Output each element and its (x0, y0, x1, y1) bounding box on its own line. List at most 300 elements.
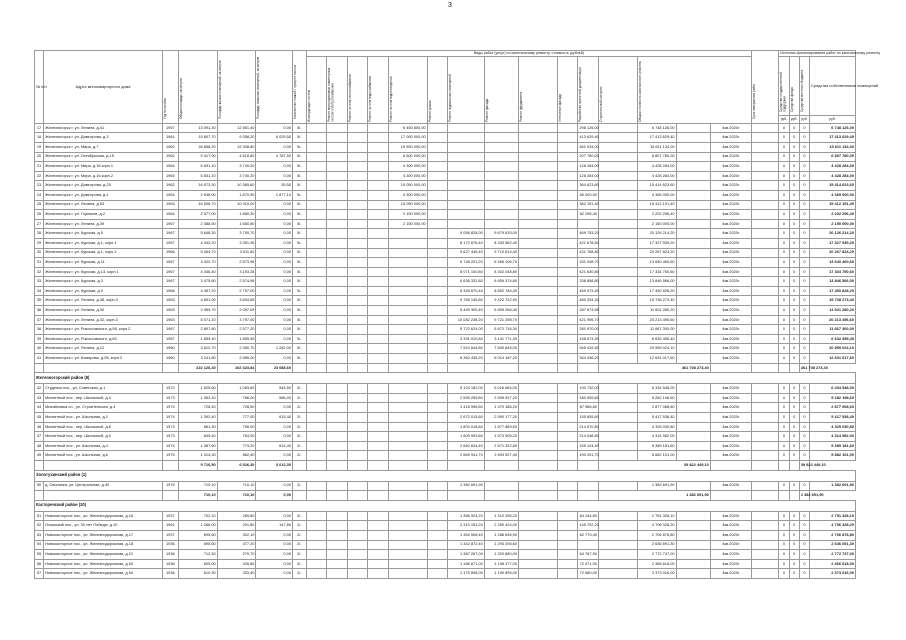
empty-cell (427, 286, 448, 296)
empty-cell (598, 511, 637, 521)
empty-cell (751, 123, 778, 133)
empty-cell (676, 511, 710, 521)
row-year: 1963 (162, 315, 178, 325)
total-cost: 461 708 273,40 (598, 363, 710, 373)
empty-cell (676, 521, 710, 531)
row-src-owners: 20 126 214,20 (810, 229, 856, 239)
table-row (35, 521, 856, 531)
empty-cell (427, 540, 448, 550)
empty-cell (347, 559, 368, 569)
empty-cell (751, 550, 778, 560)
empty-cell (368, 133, 389, 143)
empty-cell (306, 219, 327, 229)
row-src-state: 0 (779, 393, 789, 403)
empty-cell (347, 325, 368, 335)
empty-cell (327, 248, 348, 258)
row-living-area: 1 660,80 (217, 219, 256, 229)
row-src-fund: 0 (789, 162, 799, 172)
row-src-owners: 5 417 538,40 (810, 413, 856, 423)
empty-cell (327, 569, 348, 579)
row-src-owners: 11 601 280,20 (810, 306, 856, 316)
empty-cell (388, 460, 427, 470)
row-src-fund: 0 (789, 142, 799, 152)
row-nonliving-area: 0,00 (256, 219, 293, 229)
table-row (35, 152, 856, 162)
empty-cell (519, 432, 558, 442)
empty-cell (676, 258, 710, 268)
table-row (35, 133, 856, 143)
row-src-state: 0 (779, 258, 789, 268)
row-facade-cost: 9 056 828,00 (448, 229, 485, 239)
row-address: Железногорск г, ул. Курская, д.1, корп.2 (44, 248, 163, 258)
row-total-area: 2 989,70 (178, 306, 217, 316)
table-row (35, 511, 856, 521)
empty-cell (557, 550, 578, 560)
empty-cell (427, 219, 448, 229)
row-roof-cost (388, 258, 427, 268)
empty-cell (327, 491, 348, 501)
row-src-owners: 17 327 939,20 (810, 238, 856, 248)
row-number: 26 (35, 210, 44, 220)
row-total-cost: 4 314 982,00 (637, 432, 676, 442)
empty-cell (327, 511, 348, 521)
row-total-cost: 17 334 750,60 (637, 267, 676, 277)
empty-cell (44, 460, 163, 470)
row-floors: 5/- (293, 248, 307, 258)
row-address: Железногорск г, ул. Ленина, д.53 (44, 200, 163, 210)
row-facade-cost: 5 449 300,40 (448, 306, 485, 316)
row-design-cost: 421 768,80 (578, 248, 599, 258)
row-src-owners: 2 636 691,30 (810, 540, 856, 550)
empty-cell (306, 432, 327, 442)
row-src-state: 0 (779, 162, 789, 172)
empty-cell (557, 422, 578, 432)
unit-rub: руб. (789, 116, 799, 124)
row-address: Железногорск г, ул. Димитрова, д.1 (44, 190, 163, 200)
table-row (35, 540, 856, 550)
row-living-area: 4 618,80 (217, 152, 256, 162)
empty-cell (676, 286, 710, 296)
row-src-owners: 5 282 198,60 (810, 393, 856, 403)
row-facade-insulation-cost: 5 672 716,30 (484, 325, 518, 335)
empty-cell (676, 181, 710, 191)
empty-cell (427, 142, 448, 152)
row-src-local: 0 (799, 152, 809, 162)
header-term: Срок завершения работ (751, 83, 756, 119)
row-design-cost: 281 970,00 (578, 325, 599, 335)
empty-cell (751, 152, 778, 162)
row-design-cost: 421 678,60 (578, 238, 599, 248)
row-floors: 5/- (293, 171, 307, 181)
empty-cell (519, 569, 558, 579)
row-year: 1963 (162, 306, 178, 316)
empty-cell (306, 248, 327, 258)
unit-rub: руб. (810, 116, 856, 124)
row-number: 49 (35, 451, 44, 461)
row-year: 1957 (162, 123, 178, 133)
row-nonliving-area: 0,00 (256, 451, 293, 461)
row-term: 4кв.2020г (710, 550, 751, 560)
row-total-area: 2 807,80 (178, 325, 217, 335)
empty-cell (519, 315, 558, 325)
page-number: 3 (448, 2, 452, 9)
row-design-cost: 480 334,30 (578, 296, 599, 306)
empty-cell (427, 393, 448, 403)
row-src-owners: 20 213 496,60 (810, 315, 856, 325)
empty-cell (519, 393, 558, 403)
empty-cell (347, 133, 368, 143)
row-src-local: 0 (799, 133, 809, 143)
empty-cell (751, 384, 778, 394)
empty-cell (347, 296, 368, 306)
empty-cell (676, 432, 710, 442)
empty-cell (427, 354, 448, 364)
row-living-area: 764,00 (217, 432, 256, 442)
row-number: 32 (35, 267, 44, 277)
row-src-owners: 2 150 000,00 (810, 219, 856, 229)
row-src-owners: 20 267 824,20 (810, 248, 856, 258)
empty-cell (751, 393, 778, 403)
row-total-cost: 4 365 000,00 (637, 190, 676, 200)
row-src-local: 0 (799, 200, 809, 210)
row-src-fund: 0 (789, 306, 799, 316)
row-facade-insulation-cost (484, 190, 518, 200)
row-total-cost: 1 382 691,90 (637, 481, 676, 491)
row-year: 1967 (162, 219, 178, 229)
empty-cell (557, 238, 578, 248)
empty-cell (306, 210, 327, 220)
empty-cell (347, 530, 368, 540)
row-floors: 5/- (293, 162, 307, 172)
row-src-local: 0 (799, 441, 809, 451)
row-total-cost: 17 327 939,20 (637, 238, 676, 248)
empty-cell (427, 181, 448, 191)
row-total-cost: 5 882 101,00 (637, 451, 676, 461)
header-src-local: Средства местного бюджета (799, 69, 804, 112)
empty-cell (327, 162, 348, 172)
empty-cell (751, 296, 778, 306)
row-roof-cost: 15 050 000,00 (388, 200, 427, 210)
empty-cell (676, 267, 710, 277)
empty-cell (427, 344, 448, 354)
empty-cell (751, 315, 778, 325)
row-address: Железногорск г, ул. Ленина, д.41 (44, 123, 163, 133)
empty-cell (327, 521, 348, 531)
row-roof-cost: 4 300 000,00 (388, 162, 427, 172)
row-total-cost: 6 334 548,00 (637, 384, 676, 394)
row-nonliving-area: 0,00 (256, 200, 293, 210)
row-facade-cost: 1 354 508,40 (448, 530, 485, 540)
row-src-state: 0 (779, 286, 789, 296)
row-total-cost: 2 150 000,00 (637, 219, 676, 229)
empty-cell (327, 363, 348, 373)
empty-cell (557, 229, 578, 239)
empty-cell (751, 238, 778, 248)
row-total-cost: 6 748 126,00 (637, 123, 676, 133)
row-roof-cost (388, 334, 427, 344)
row-living-area: 796,00 (217, 422, 256, 432)
row-design-cost: 207 780,00 (578, 152, 599, 162)
empty-cell (519, 200, 558, 210)
row-design-cost: 945 419,40 (578, 344, 599, 354)
empty-cell (557, 190, 578, 200)
empty-cell (519, 181, 558, 191)
header-col-b: Ремонт внутридомовых инженерных систем электроснабжения (327, 67, 335, 122)
row-year: 1974 (162, 413, 178, 423)
empty-cell (368, 306, 389, 316)
row-number: 19 (35, 142, 44, 152)
row-facade-cost (448, 142, 485, 152)
empty-cell (751, 569, 778, 579)
row-src-state: 0 (779, 550, 789, 560)
row-facade-cost: 5 124 182,00 (448, 384, 485, 394)
empty-cell (306, 354, 327, 364)
empty-cell (751, 432, 778, 442)
row-facade-insulation-cost: 5 805 266,40 (484, 306, 518, 316)
empty-cell (598, 530, 637, 540)
empty-cell (598, 393, 637, 403)
total-owners: 1 382 691,90 (799, 491, 809, 501)
empty-cell (751, 511, 778, 521)
row-number: 39 (35, 334, 44, 344)
row-facade-insulation-cost (484, 200, 518, 210)
table-row (35, 334, 856, 344)
empty-cell (557, 152, 578, 162)
row-term: 4кв.2020г (710, 258, 751, 268)
row-facade-insulation-cost (484, 210, 518, 220)
empty-cell (598, 238, 637, 248)
row-term: 4кв.2020г (710, 521, 751, 531)
row-number: 36 (35, 306, 44, 316)
row-total-cost: 4 428 284,00 (637, 162, 676, 172)
empty-cell (368, 181, 389, 191)
row-year: 1967 (162, 325, 178, 335)
empty-cell (789, 491, 799, 501)
row-nonliving-area: 0,00 (256, 511, 293, 521)
row-number: 25 (35, 200, 44, 210)
empty-cell (368, 481, 389, 491)
row-total-area: 5 064,70 (178, 248, 217, 258)
empty-cell (676, 354, 710, 364)
row-term: 4кв.2020г (710, 286, 751, 296)
total-cost: 39 822 449,10 (598, 460, 710, 470)
row-design-cost: 145 702,20 (578, 521, 599, 531)
empty-cell (448, 460, 485, 470)
empty-cell (676, 123, 710, 133)
empty-cell (347, 229, 368, 239)
row-src-owners: 15 414 623,60 (810, 181, 856, 191)
row-facade-insulation-cost: 5 016 664,00 (484, 384, 518, 394)
row-floors: 2/- (293, 530, 307, 540)
empty-cell (347, 248, 368, 258)
empty-cell (751, 363, 778, 373)
empty-cell (676, 441, 710, 451)
empty-cell (557, 267, 578, 277)
empty-cell (598, 384, 637, 394)
empty-cell (368, 393, 389, 403)
empty-cell (519, 334, 558, 344)
row-total-cost: 6 807 780,00 (637, 152, 676, 162)
empty-cell (368, 334, 389, 344)
row-living-area: 2 573,96 (217, 258, 256, 268)
row-total-area: 4 342,20 (178, 238, 217, 248)
empty-cell (557, 530, 578, 540)
empty-cell (789, 363, 799, 373)
row-src-owners: 4 314 982,00 (810, 432, 856, 442)
row-src-owners: 6 748 126,00 (810, 123, 856, 133)
row-src-owners: 17 413 629,40 (810, 133, 856, 143)
empty-cell (676, 384, 710, 394)
empty-cell (598, 181, 637, 191)
row-number: 22 (35, 171, 44, 181)
empty-cell (427, 559, 448, 569)
empty-cell (368, 569, 389, 579)
row-total-cost: 12 631 017,60 (637, 354, 676, 364)
row-facade-cost (448, 133, 485, 143)
row-nonliving-area: 0,00 (256, 559, 293, 569)
empty-cell (676, 403, 710, 413)
empty-cell (427, 152, 448, 162)
row-src-local: 0 (799, 210, 809, 220)
empty-cell (347, 432, 368, 442)
empty-cell (598, 540, 637, 550)
row-src-local: 0 (799, 286, 809, 296)
empty-cell (368, 248, 389, 258)
empty-cell (306, 238, 327, 248)
empty-cell (306, 190, 327, 200)
row-src-fund: 0 (789, 200, 799, 210)
row-total-cost: 4 325 030,80 (637, 422, 676, 432)
row-term: 4кв.2020г (710, 559, 751, 569)
row-total-area: 3 612,70 (178, 344, 217, 354)
row-src-owners: 17 334 750,60 (810, 267, 856, 277)
empty-cell (327, 540, 348, 550)
row-address: д. Свопянка, ул. Центральная, д.40 (44, 481, 163, 491)
row-year: 1936 (162, 540, 178, 550)
empty-cell (676, 162, 710, 172)
row-address: Новокасторное пос., ул. Железнодорожная, д.52 (44, 559, 163, 569)
empty-cell (676, 200, 710, 210)
row-roof-cost (388, 451, 427, 461)
empty-cell (751, 441, 778, 451)
row-src-owners: 6 807 780,00 (810, 152, 856, 162)
empty-cell (347, 384, 368, 394)
empty-cell (557, 142, 578, 152)
row-address: Новокасторное пос., ул. Железнодорожная, д.17 (44, 530, 163, 540)
empty-cell (519, 248, 558, 258)
row-src-owners: 2 706 878,80 (810, 530, 856, 540)
row-src-owners: 2 373 016,00 (810, 569, 856, 579)
row-src-local: 0 (799, 258, 809, 268)
row-living-area: 3 740,20 (217, 171, 256, 181)
row-facade-insulation-cost: 1 370 186,20 (484, 403, 518, 413)
row-src-fund: 0 (789, 296, 799, 306)
empty-cell (347, 540, 368, 550)
empty-cell (327, 422, 348, 432)
empty-cell (557, 354, 578, 364)
empty-cell (306, 384, 327, 394)
row-nonliving-area: 35,50 (256, 181, 293, 191)
empty-cell (327, 559, 348, 569)
empty-cell (306, 550, 327, 560)
row-src-fund: 0 (789, 451, 799, 461)
empty-cell (368, 162, 389, 172)
row-address: Железногорск г, ул. Курская, д.13, корп.1 (44, 267, 163, 277)
empty-cell (598, 315, 637, 325)
row-number: 50 (35, 481, 44, 491)
empty-cell (44, 491, 163, 501)
row-roof-cost (388, 441, 427, 451)
empty-cell (427, 413, 448, 423)
row-floors: 2/- (293, 521, 307, 531)
row-total-area: 1 392,40 (178, 413, 217, 423)
row-living-area: 2 585,00 (217, 354, 256, 364)
empty-cell (306, 200, 327, 210)
row-src-fund: 0 (789, 334, 799, 344)
row-roof-cost (388, 422, 427, 432)
row-facade-insulation-cost: 6 565 106,70 (484, 258, 518, 268)
row-src-local: 0 (799, 229, 809, 239)
row-floors: 2/- (293, 540, 307, 550)
empty-cell (368, 171, 389, 181)
empty-cell (598, 258, 637, 268)
row-src-local: 0 (799, 248, 809, 258)
empty-cell (676, 152, 710, 162)
row-living-area: 3 834,65 (217, 296, 256, 306)
empty-cell (347, 171, 368, 181)
row-total-area: 1 352,40 (178, 393, 217, 403)
row-living-area: 269,80 (217, 511, 256, 521)
row-design-cost: 461 034,00 (578, 142, 599, 152)
table-row (35, 306, 856, 316)
row-address: Новокасторное пос., ул. Железнодорожная, д.21 (44, 550, 163, 560)
row-total-area: 5 831,10 (178, 171, 217, 181)
row-address: Магнитный пос., пер. Школьный, д.5 (44, 432, 163, 442)
empty-cell (427, 325, 448, 335)
empty-cell (519, 133, 558, 143)
empty-cell (306, 123, 327, 133)
row-living-area: 333,40 (217, 569, 256, 579)
row-src-local: 0 (799, 530, 809, 540)
row-address: Новокасторное пос., ул. Железнодорожная, д.16 (44, 511, 163, 521)
empty-cell (676, 219, 710, 229)
empty-cell (327, 325, 348, 335)
empty-cell (598, 550, 637, 560)
empty-cell (557, 403, 578, 413)
empty-cell (368, 540, 389, 550)
header-address: Адрес многоквартирного дома (44, 51, 163, 124)
table-row (35, 413, 856, 423)
row-design-cost: 84 144,60 (578, 511, 599, 521)
empty-cell (676, 325, 710, 335)
row-roof-cost: 2 150 000,00 (388, 219, 427, 229)
row-nonliving-area: 615,40 (256, 413, 293, 423)
row-living-area: 773,20 (217, 441, 256, 451)
row-nonliving-area: 1 262,00 (256, 344, 293, 354)
empty-cell (519, 354, 558, 364)
empty-cell (676, 306, 710, 316)
row-number: 18 (35, 133, 44, 143)
empty-cell (293, 491, 307, 501)
row-floors: 2/- (293, 441, 307, 451)
table-row (35, 277, 856, 287)
row-total-area: 13 091,30 (178, 123, 217, 133)
empty-cell (388, 491, 427, 501)
empty-cell (347, 315, 368, 325)
total-living-area: 6 526,30 (217, 460, 256, 470)
row-facade-cost: 8 172 676,40 (448, 238, 485, 248)
empty-cell (484, 491, 518, 501)
